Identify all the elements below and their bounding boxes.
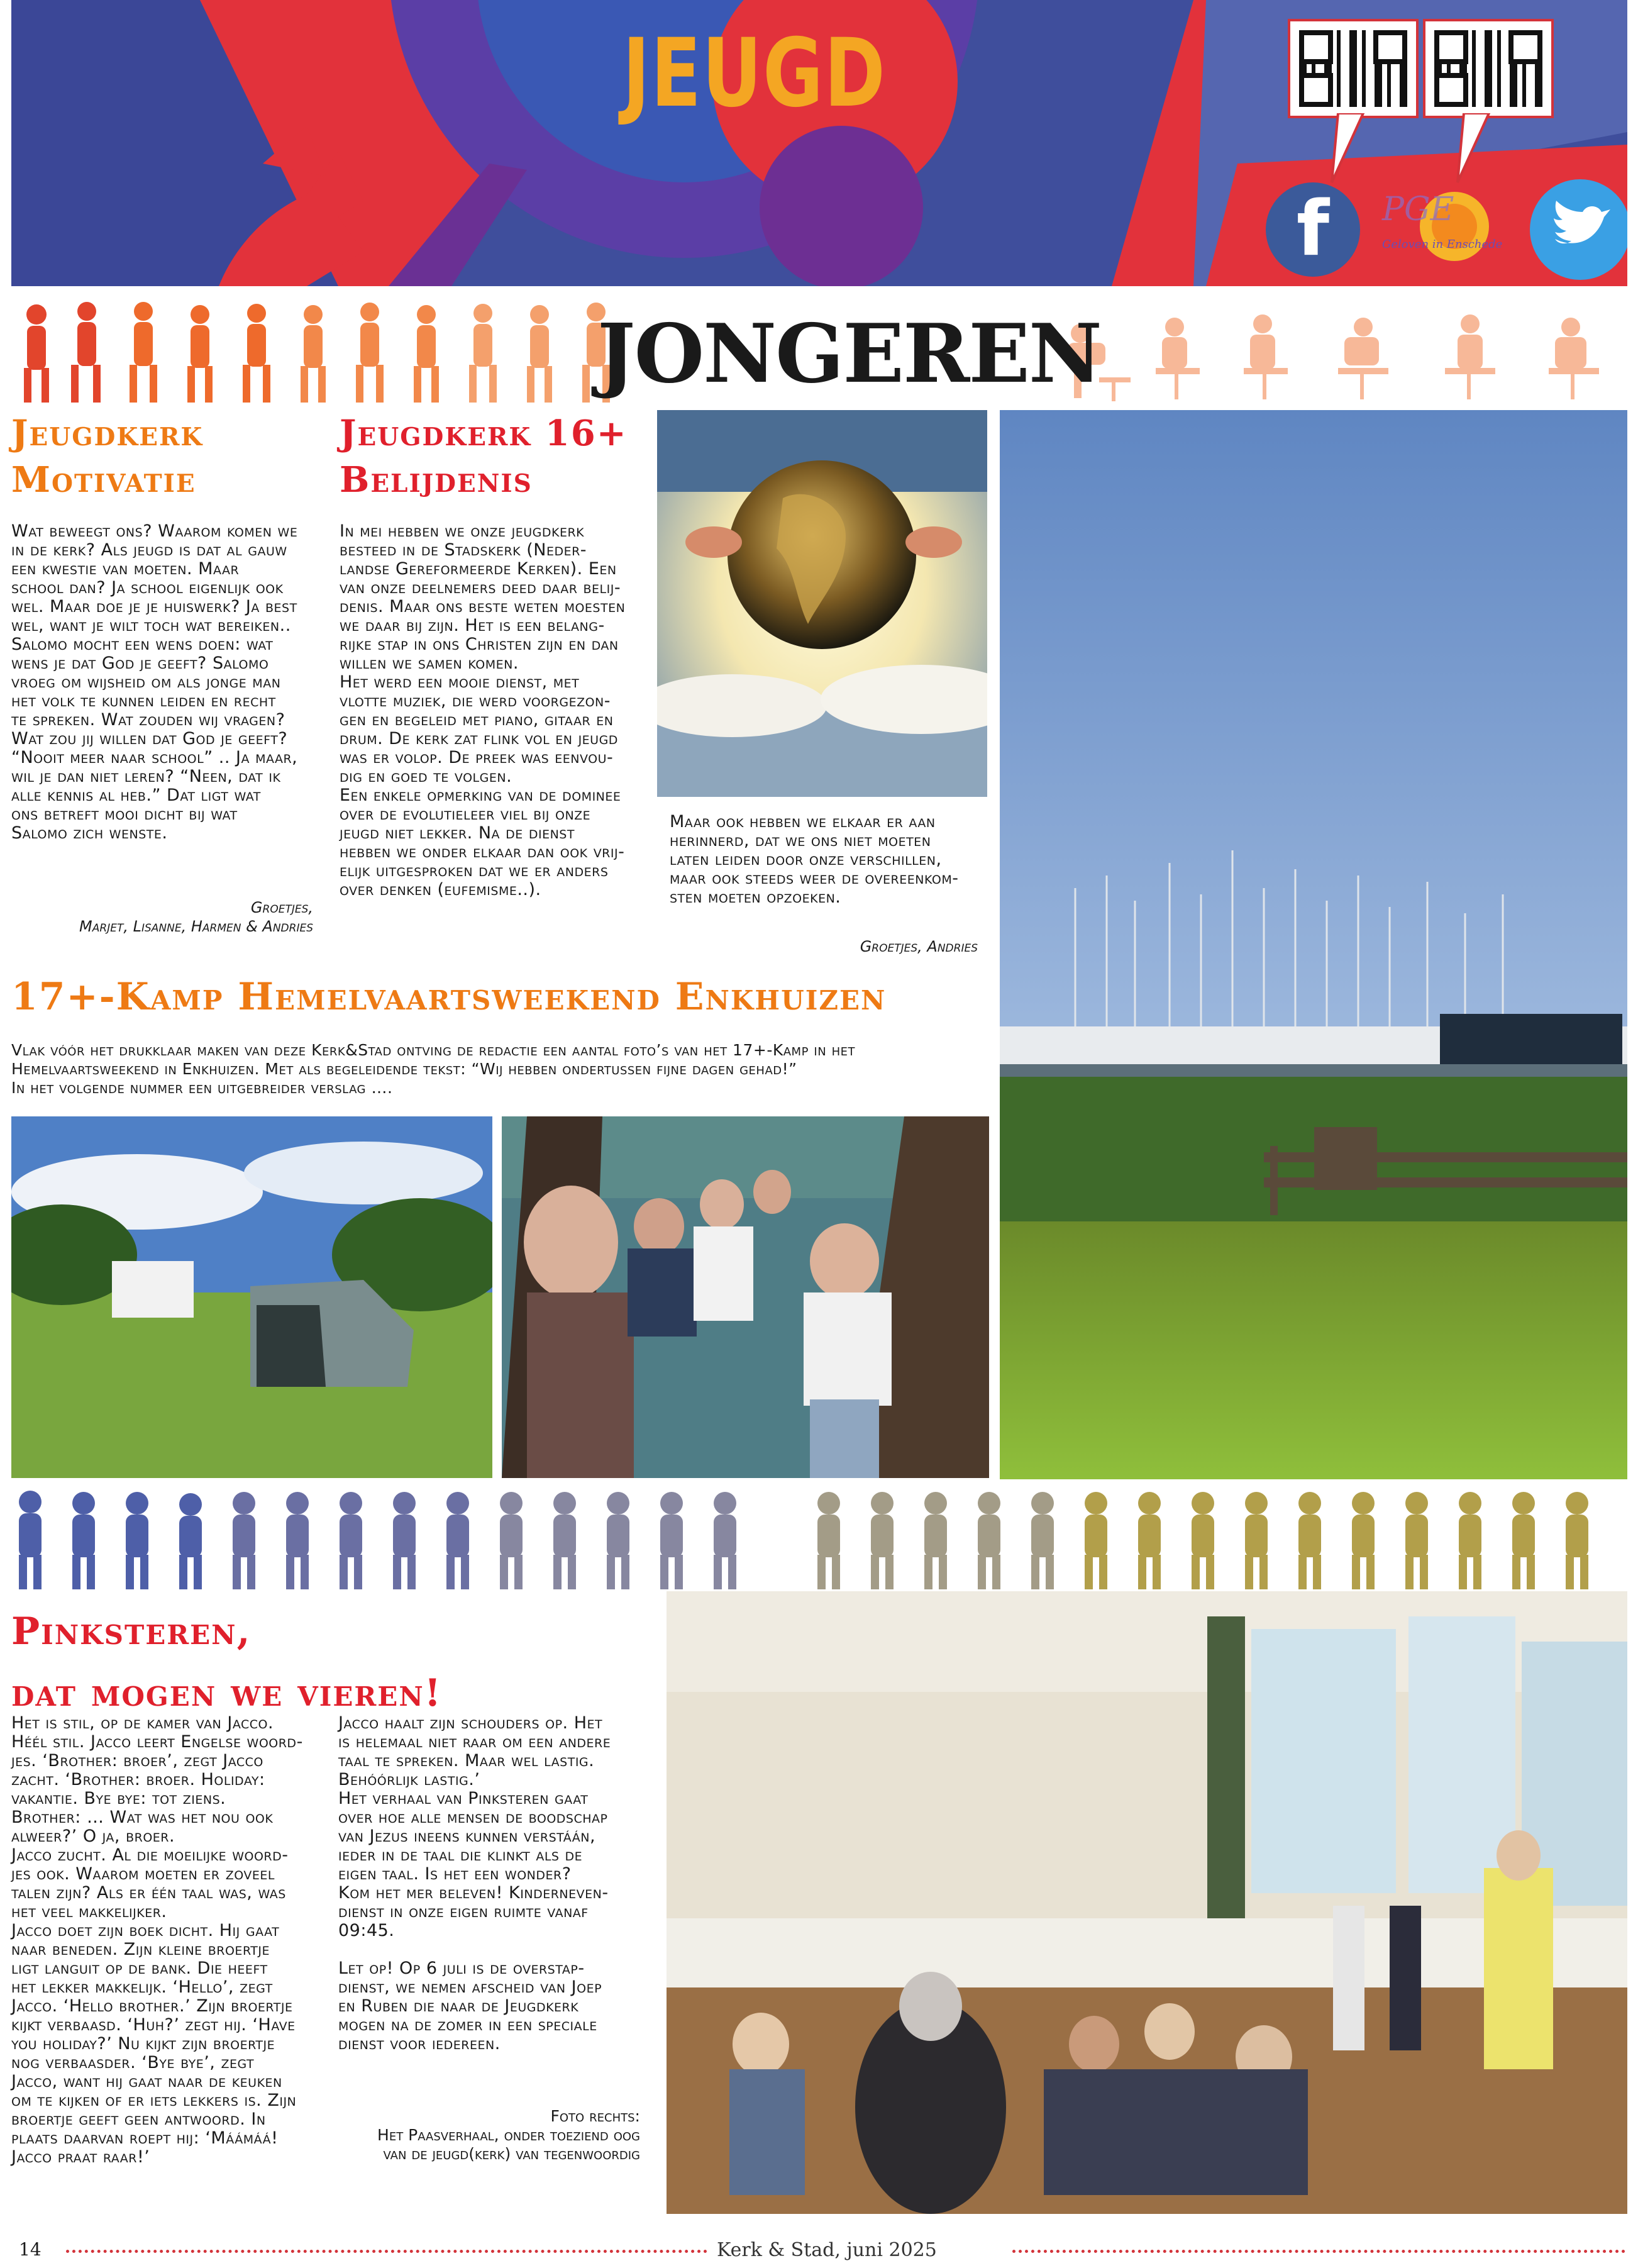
heading-jeugdkerk-belijdenis <box>340 410 628 503</box>
heading-line: dat mogen we vieren! <box>11 1671 443 1715</box>
pinksteren-heading <box>11 1601 442 1724</box>
heading-line: Motivatie <box>11 459 196 501</box>
banner-title: JEUGD <box>623 19 887 128</box>
logo-caption: Geloven in Enschede <box>1382 238 1503 251</box>
motivatie-body: Wat beweegt ons? Waarom komen we in de kerk? Als jeugd is dat al gauw een kwestie van moeten. Maar school dan? Ja school eigenlijk ook wel. Maar doe je je huiswerk? Ja best wel, want je wilt toch wat bereiken.. Salomo mocht een wens doen: wat wens je dat God je geeft? Salomo vroeg om wijsheid om als jonge man het volk te kunnen leiden en recht te spreken. Wat zouden wij vragen? Wat zou jij willen dat God je geeft? “Nooit meer naar school” .. Ja maar, wil je dan niet leren? “Neen, dat ik alle kennis al heb.” Dat ligt wat ons betreft mooi dicht bij wat Salomo zich wenste. <box>11 521 298 843</box>
camp-photo-boat-selfie <box>502 1116 989 1478</box>
footer-publication: Kerk & Stad, juni 2025 <box>717 2239 937 2261</box>
heading-line: Belijdenis <box>340 459 533 501</box>
pinksteren-body-left: Het is stil, op de kamer van Jacco. Héél stil. Jacco leert Engelse woord- jes. ‘Brother: broer’, zegt Jacco zacht. ‘Brother: broer. Holiday: vakantie. Bye bye: tot ziens. Brother: … Wat was het nou ook alweer?’ O ja, broer. Jacco zucht. Al die moeilijke woord- jes ook. Waarom moeten er zoveel talen zijn? Als er één taal was, was het veel makkelijker. Jacco doet zijn boek dicht. Hij gaat naar beneden. Zijn kleine broertje ligt languit op de bank. Die heeft het lekker makkelijk. ‘Hello’, zegt Jacco. ‘Hello brother.’ Zijn broertje kijkt verbaasd. ‘Huh?’ zegt hij. ‘Have you holiday?’ Nu kijkt zijn broertje nog verbaasder. ‘Bye bye’, zegt Jacco, want hij gaat naar de keuken om te kijken of er iets lekkers is. Zijn broertje geeft geen antwoord. In plaats daarvan roept hij: ‘Máámáá! Jacco praat raar!’ <box>11 1713 303 2167</box>
children-silhouettes <box>11 1484 1627 1594</box>
photo-caption: Foto rechts: Het Paasverhaal, onder toeziend oog van de jeugd(kerk) van tegenwoordig <box>377 2107 640 2163</box>
heading-line: Jeugdkerk <box>11 413 204 454</box>
twitter-icon[interactable] <box>1530 179 1627 280</box>
motivatie-signature: Groetjes, Marjet, Lisanne, Harmen & Andries <box>79 899 313 935</box>
qr-code-icon[interactable] <box>1423 19 1554 118</box>
section-title: JONGEREN <box>597 307 1101 401</box>
footer-rule-left <box>66 2250 707 2253</box>
church-logo <box>1370 182 1520 277</box>
harbour-photo <box>1000 410 1627 1479</box>
pinksteren-body-right: Jacco haalt zijn schouders op. Het is helemaal niet raar om een andere taal te spreken. Maar wel lastig. Behóórlijk lastig.’ Het verhaal van Pinksteren gaat over hoe alle mensen de boodschap van Jezus ineens kunnen verstáán, ieder in de taal die klinkt als de eigen taal. Is het een wonder? Kom het mer beleven! Kinderneven- dienst in onze eigen ruimte vanaf 09:45. Let op! Op 6 juli is de overstap- dienst, we nemen afscheid van Joep en Ruben die naar de Jeugdkerk mogen na de zomer in een speciale dienst voor iedereen. <box>338 1713 611 2054</box>
footer-rule-right <box>1012 2250 1625 2253</box>
qr-code-icon[interactable] <box>1288 19 1419 118</box>
classroom-photo <box>667 1591 1627 2214</box>
heading-line: Pinksteren, <box>11 1609 252 1654</box>
col3-body: Maar ook hebben we elkaar er aan herinnerd, dat we ons niet moeten laten leiden door onze verschillen, maar ook steeds weer de overeenkom- sten moeten opzoeken. <box>670 812 959 907</box>
globe-image <box>657 410 987 797</box>
col3-signature: Groetjes, Andries <box>860 938 978 955</box>
banner <box>11 0 1627 286</box>
svg-text:PGE: PGE <box>1382 191 1454 228</box>
heading-jeugdkerk-motivatie <box>11 410 203 503</box>
page-number: 14 <box>19 2239 42 2260</box>
camp-photo-tents <box>11 1116 492 1478</box>
belijdenis-body: In mei hebben we onze jeugdkerk besteed in de Stadskerk (Neder- landse Gereformeerde Kerken). Een van onze deelnemers deed daar belij- denis. Maar ons beste weten moesten we daar bij zijn. Het is een belang- rijke stap in ons Christen zijn en dan willen we samen komen. Het werd een mooie dienst, met vlotte muziek, die werd voorgezon- gen en begeleid met piano, gitaar en drum. De kerk zat flink vol en jeugd was er volop. De preek was eenvou- dig en goed te volgen. Een enkele opmerking van de dominee over de evolutieleer viel bij onze jeugd niet lekker. Na de dienst hebben we onder elkaar dan ook vrij- elijk uitgesproken dat we er anders over denken (eufemisme..). <box>340 521 626 899</box>
facebook-glyph: f <box>1296 186 1330 273</box>
facebook-icon[interactable] <box>1266 182 1360 277</box>
silhouette-bar-children <box>11 1484 1627 1594</box>
kamp-body: Vlak vóór het drukklaar maken van deze Kerk&Stad ontving de redactie een aantal foto’s van het 17+-Kamp in het Hemelvaartsweekend in Enkhuizen. Met als begeleidende tekst: “Wij hebben ondertussen fijne dagen gehad!” In het volgende nummer een uitgebreider verslag …. <box>11 1041 856 1097</box>
heading-line: Jeugdkerk 16+ <box>340 413 628 454</box>
kamp-heading: 17+-Kamp Hemelvaartsweekend Enkhuizen <box>11 975 887 1019</box>
